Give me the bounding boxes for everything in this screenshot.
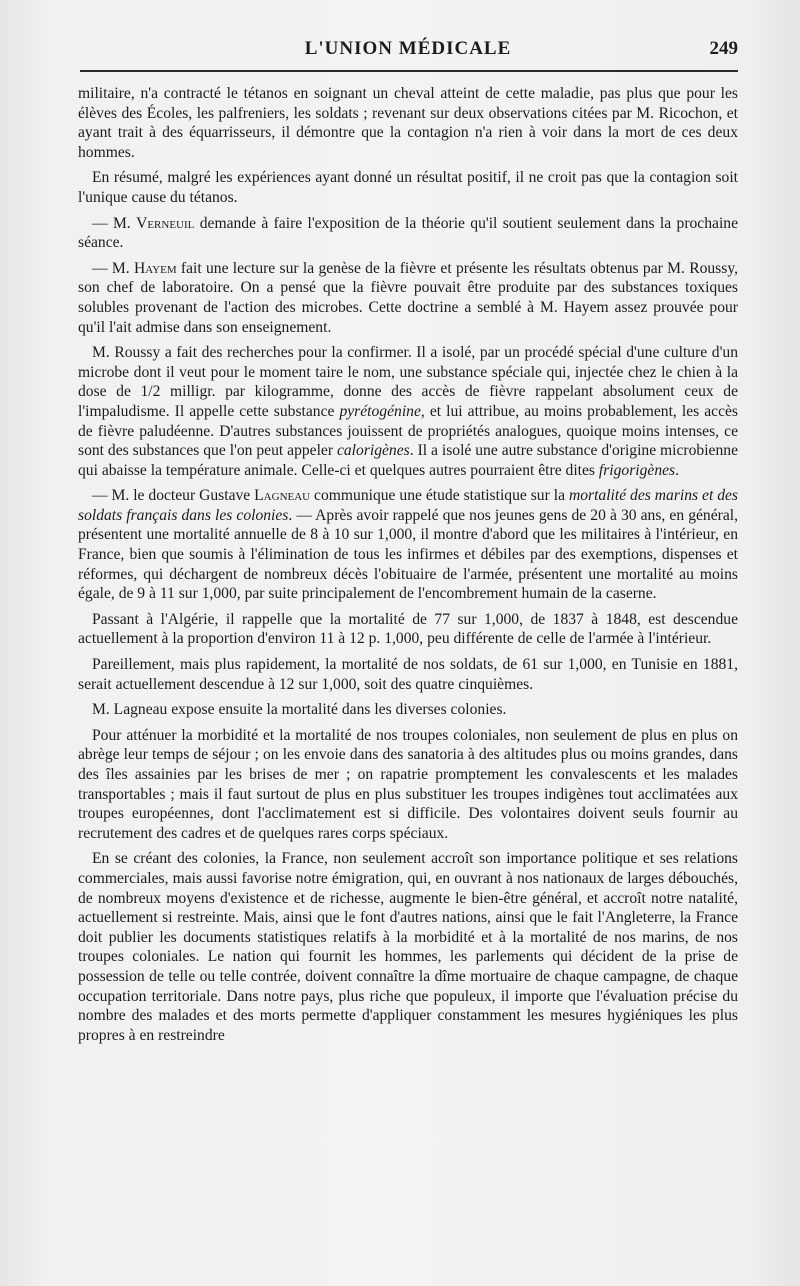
paragraph-hayem: — M. Hayem fait une lecture sur la genèse de la fièvre et présente les résultats obtenus par M. Roussy, son chef de laboratoire. On a pensé que la fièvre pouvait être produite par des substances toxiques solubles provenant de l'action des microbes. Cette doctrine a semblé à M. Hayem assez prouvée pour qu'il l'ait admise dans son enseignement. (78, 259, 739, 336)
running-head (78, 38, 738, 68)
paragraph-resume: En résumé, malgré les expériences ayant donné un résultat positif, il ne croit pas que la contagion soit l'unique cause du tétanos. (78, 169, 738, 206)
term-calorigenes: calorigènes (336, 442, 410, 460)
paragraph-tunisie: Pareillement, mais plus rapidement, la mortalité de nos soldats, de 61 sur 1,000, en Tunisie en 1881, serait actuellement descendue à 12 sur 1,000, soit des quatre cinquièmes. (78, 656, 738, 693)
paragraph-roussy: M. Roussy a fait des recherches pour la confirmer. Il a isolé, par un procédé spécial d'une culture d'un microbe dont il veut pour le moment taire le nom, une substance spéciale qui, injectée chez le chien à la dose de 1/2 milligr. par kilogramme, donne des accès de fièvre rappelant absolument ceux de l'impaludisme. Il appelle cette substance pyrétogénine, et lui attribue, au moins probablement, les accès de fièvre paludéenne. D'autres substances jouissent de propriétés analogues, quoique moins intenses, ce sont des substances que l'on peut appeler calorigènes. Il a isolé une autre substance d'origine microbienne qui abaisse la température animale. Celle-ci et quelques autres pourraient être dites frigorigènes. (78, 344, 738, 479)
paragraph-colonies: M. Lagneau expose ensuite la mortalité dans les diverses colonies. (92, 701, 507, 719)
speaker-name: Verneuil (136, 214, 195, 232)
term-frigorigenes: frigorigènes (598, 461, 676, 479)
paragraph-troupes-coloniales: Pour atténuer la morbidité et la mortalité de nos troupes coloniales, non seulement de plus en plus on abrège leur temps de séjour ; on les envoie dans des sanatoria à des altitudes plus ou moins grandes, dans des îles assainies par les brises de mer ; on rapatrie promptement les convalescents et les malades transportables ; mais il faut surtout de plus en plus substituer les troupes indigènes tout acclimatées aux troupes européennes, dont l'acclimatement est si difficile. Des volontaires doivent seuls fournir au recrutement des cadres et de quelques rares corps spéciaux. (78, 726, 738, 842)
article-body (78, 84, 738, 1051)
paragraph-lagneau: — M. le docteur Gustave Lagneau communique une étude statistique sur la mortalité des marins et des soldats français dans les colonies. — Après avoir rappelé que nos jeunes gens de 20 à 30 ans, en général, présentent une mortalité annuelle de 8 à 10 sur 1,000, il montre d'abord que les militaires à l'intérieur, en France, bien que soumis à l'élimination de tous les infirmes et débiles par des exemptions, dispenses et réformes, qui déchargent de nombreux décès l'obituaire de l'armée, présentent une mortalité au moins égale, de 9 à 11 sur 1,000, par suite principalement de l'encombrement humain de la caserne. (78, 487, 739, 603)
term-pyretogenine: pyrétogénine (339, 402, 421, 420)
paragraph-tetanos-contagion: militaire, n'a contracté le tétanos en soignant un cheval atteint de cette maladie, pas plus que pour les élèves des Écoles, les palfreniers, les soldats ; revenant sur deux observations citées par M. Ricochon, et ayant trait à des équarrisseurs, il démontre que la contagion n'a rien à voir dans la mort de ces deux hommes. (78, 85, 738, 161)
study-title: mortalité des marins et des soldats français dans les colonies (78, 487, 739, 524)
paragraph-france-colonies: En se créant des colonies, la France, non seulement accroît son importance politique et ses relations commerciales, mais aussi favorise notre émigration, qui, en ouvrant à nos nationaux de larges débouchés, de nombreux moyens d'existence et de richesse, augmente le bien-être général, et accroît notre natalité, actuellement si restreinte. Mais, ainsi que le font d'autres nations, ainsi que le fait l'Angleterre, la France doit publier les documents statistiques relatifs à la morbidité et à la mortalité de nos marins, de nos troupes coloniales. Le nation qui fournit les hommes, les parlements qui décident de la prise de possession de telle ou telle contrée, doivent connaître la dîme mortuaire de chaque campagne, de chaque occupation territoriale. Dans notre pays, plus riche que populeux, il importe que l'évaluation précise du nombre des malades et des morts permette d'appliquer constamment les mesures hygiéniques les plus propres à en restreindre (78, 850, 738, 1044)
page-number: 249 (709, 38, 738, 59)
journal-title: L'UNION MÉDICALE (304, 38, 512, 59)
paragraph-algerie: Passant à l'Algérie, il rappelle que la mortalité de 77 sur 1,000, de 1837 à 1848, est descendue actuellement à la proportion d'environ 11 à 12 p. 1,000, peu différente de celle de l'armée à l'intérieur. (78, 610, 738, 648)
paragraph-verneuil: — M. Verneuil demande à faire l'exposition de la théorie qu'il soutient seulement dans la prochaine séance. (78, 214, 739, 252)
speaker-name: Hayem (133, 259, 177, 277)
header-rule (80, 70, 738, 72)
speaker-name: Lagneau (254, 487, 311, 505)
